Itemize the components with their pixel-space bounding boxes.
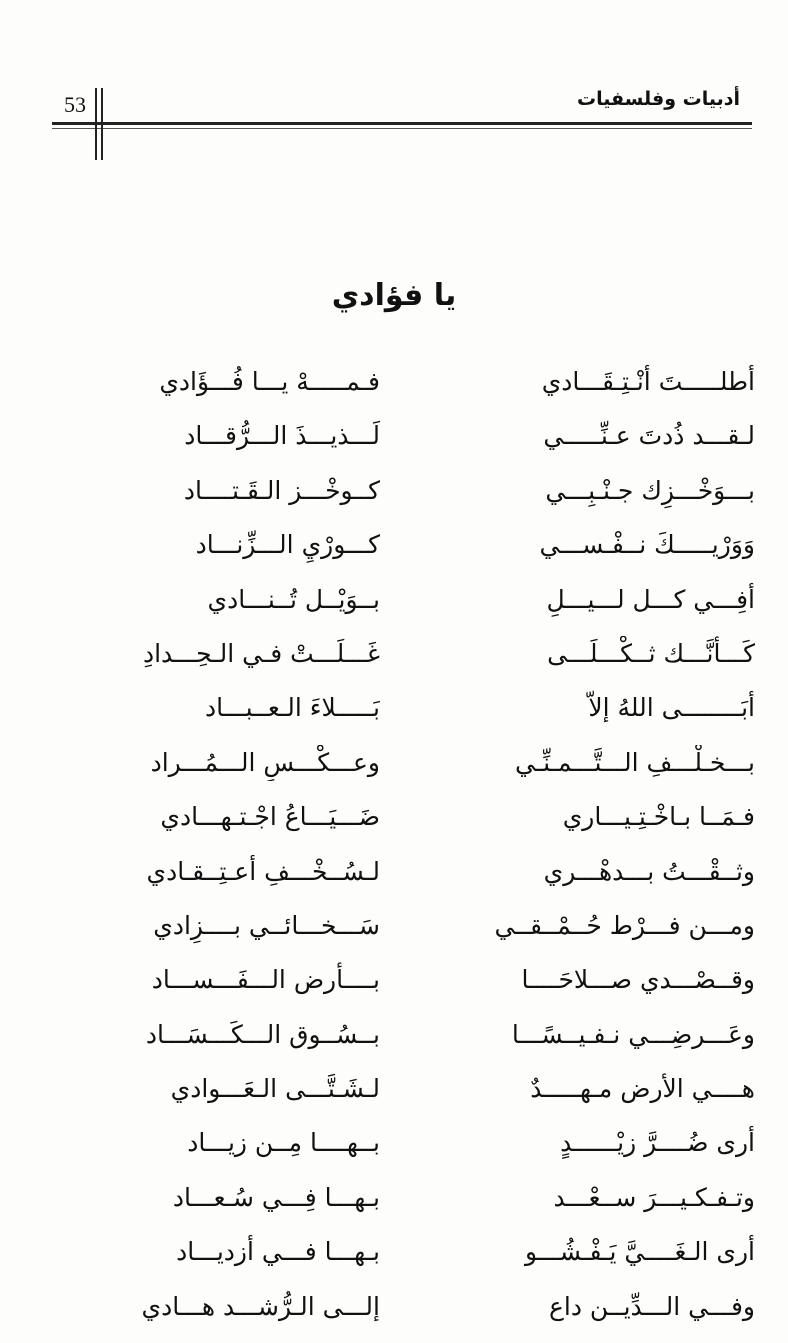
verse-line	[40, 799, 755, 853]
verse-line	[40, 908, 755, 962]
verse-second-hemistich: بَـــــلاءَ الـعــبـــاد	[204, 693, 380, 723]
header-vertical-bar	[101, 88, 103, 160]
verse-second-hemistich: بــوَيْــل تُــنـــادي	[207, 584, 380, 614]
verse-line	[40, 745, 755, 799]
verse-first-hemistich: وعَـــرضِـــي نـفـيــسًـــا	[511, 1019, 755, 1049]
verse-first-hemistich: فـمَــا بـاخْـتِـيـــاري	[562, 802, 755, 832]
verse-first-hemistich: وتـفـكـيـــرَ ســعْـــد	[553, 1182, 755, 1212]
header-rule-thin	[52, 128, 752, 129]
verse-line	[40, 962, 755, 1016]
verse-first-hemistich: وفـــي الـــدِّيــن داع	[548, 1291, 755, 1321]
verse-first-hemistich: وثــقْـــتُ بـــدهْـــري	[543, 856, 755, 886]
poem-title: يا فؤادي	[331, 278, 457, 313]
verse-line	[40, 1017, 755, 1071]
header-rule-thick	[52, 122, 752, 125]
verse-first-hemistich: أطلـــــتَ أنْـتِـقَـــادي	[541, 367, 755, 396]
verse-first-hemistich: وقــصْـــدي صـــلاحَــــا	[521, 965, 755, 995]
book-title: أدبيات وفلسفيات	[577, 88, 740, 110]
verse-first-hemistich: أرى ضُــــرَّ زيْــــــدٍ	[560, 1128, 755, 1158]
verse-second-hemistich: ضَـــيَـــاعُ اجْـتـهـــادي	[160, 802, 380, 832]
verse-line	[40, 418, 755, 472]
verse-line	[40, 527, 755, 581]
verse-first-hemistich: أرى الـغَــــيَّ يَـفْـشُـــو	[524, 1237, 755, 1267]
verse-first-hemistich: أبَــــــــى اللهُ إلاَّ	[588, 693, 755, 723]
verse-second-hemistich: لـسُــخْـــفِ أعـتِــقـادي	[146, 856, 380, 886]
verse-second-hemistich: كــوخْـــز الـقَـتــــاد	[183, 475, 380, 505]
verse-line	[40, 364, 755, 418]
verse-second-hemistich: لـشَـتَّـــى الـعَـــوادي	[170, 1074, 380, 1104]
verse-line	[40, 473, 755, 527]
verse-line	[40, 1125, 755, 1179]
verse-second-hemistich: فـمـــــهْ يـــا فُـــؤَادي	[159, 367, 380, 396]
verse-first-hemistich: ومـــن فـــرْط حُــمْــقــي	[494, 910, 755, 940]
verse-second-hemistich: كـــورْيِ الـــزِّنـــاد	[195, 530, 380, 560]
header-vertical-bar	[95, 88, 97, 160]
verse-line	[40, 854, 755, 908]
verse-line	[40, 1289, 755, 1343]
verse-second-hemistich: بــــأرض الـــفَـــســـاد	[151, 965, 380, 995]
verse-line	[40, 1234, 755, 1288]
verse-second-hemistich: بــهــــا مِــن زيـــاد	[187, 1128, 380, 1158]
verse-second-hemistich: بــسُــوق الـــكَـــسَـــاد	[145, 1019, 380, 1049]
verse-first-hemistich: بـــوَخْـــزِك جـنْـبِـــي	[545, 475, 755, 505]
verse-second-hemistich: غَـــلَـــتْ فـي الـحِـــدادِ	[142, 638, 380, 668]
verse-first-hemistich: كَـــأنَّـــك ثــكْـــلَـــى	[547, 638, 755, 668]
verse-second-hemistich: بـهـــا فِـــي سُـعـــاد	[172, 1182, 380, 1212]
verse-first-hemistich: أفِـــي كـــل لـــيـــلِ	[546, 584, 755, 614]
verse-line	[40, 690, 755, 744]
verse-first-hemistich: هــــي الأرض مـهـــــدٌ	[530, 1074, 755, 1104]
verse-second-hemistich: بـهـــا فـــي أزديـــاد	[176, 1237, 380, 1267]
verse-first-hemistich: بـــخـلْـــفِ الـــتَّـــمـنِّـي	[514, 747, 755, 777]
verse-second-hemistich: وعـــكْـــسِ الـــمُـــراد	[150, 747, 380, 777]
verse-second-hemistich: إلـــى الـرُّشـــد هـــادي	[141, 1291, 380, 1321]
verse-first-hemistich: لـقـــد ذُدتَ عـنِّـــــي	[543, 421, 755, 451]
verse-second-hemistich: لَـــذيـــذَ الـــرُّقـــاد	[184, 421, 380, 451]
verse-line	[40, 1180, 755, 1234]
verse-list	[40, 364, 755, 1343]
verse-line	[40, 636, 755, 690]
page-header	[0, 0, 788, 170]
verse-second-hemistich: سَـــخـــائــي بــــزِادي	[153, 910, 380, 940]
page-number: 53	[64, 92, 86, 117]
verse-first-hemistich: وَوَرْيـــــكَ نــفْـســـي	[539, 530, 755, 560]
verse-line	[40, 582, 755, 636]
verse-line	[40, 1071, 755, 1125]
